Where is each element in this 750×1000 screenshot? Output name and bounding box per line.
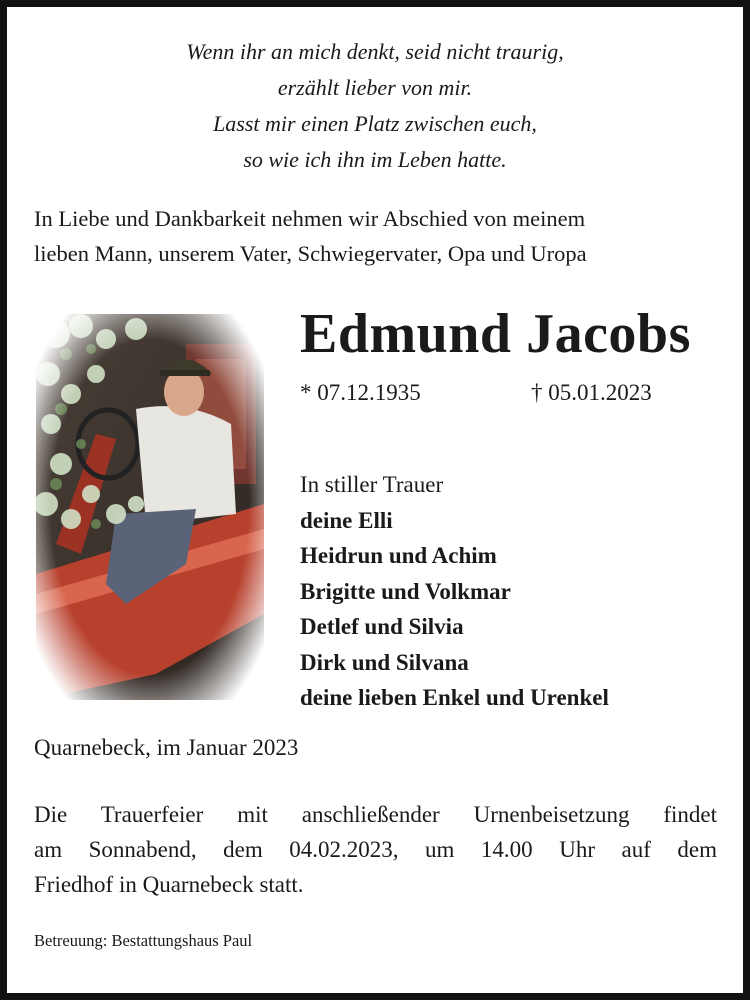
poem-line: erzählt lieber von mir.: [277, 75, 473, 100]
portrait-photo: [36, 314, 264, 700]
mourners-list: [300, 467, 730, 716]
mourner-name: Dirk und Silvana: [300, 649, 469, 675]
intro-line: lieben Mann, unserem Vater, Schwiegervater, Opa und Uropa: [34, 241, 587, 266]
poem-line: Lasst mir einen Platz zwischen euch,: [213, 111, 537, 136]
poem-line: Wenn ihr an mich denkt, seid nicht traurig,: [186, 39, 564, 64]
deceased-name: Edmund Jacobs: [300, 303, 691, 365]
undertaker-credit: Betreuung: Bestattungshaus Paul: [34, 931, 253, 950]
poem-line: so wie ich ihn im Leben hatte.: [243, 147, 507, 172]
intro-line: In Liebe und Dankbarkeit nehmen wir Abschied von meinem: [34, 206, 586, 231]
service-line: am Sonnabend, dem 04.02.2023, um 14.00 Uhr auf dem: [34, 837, 717, 862]
mourner-name: deine lieben Enkel und Urenkel: [300, 685, 609, 710]
service-line: Friedhof in Quarnebeck statt.: [34, 872, 304, 897]
death-date: † 05.01.2023: [531, 380, 652, 405]
mourner-name: deine Elli: [300, 507, 393, 533]
funeral-service-info: [34, 797, 717, 902]
mourner-name: Heidrun und Achim: [300, 543, 497, 568]
mourner-name: Detlef und Silvia: [300, 614, 464, 639]
place-and-date: Quarnebeck, im Januar 2023: [34, 735, 299, 760]
mourner-name: Brigitte und Volkmar: [300, 578, 511, 604]
poem: [40, 34, 710, 178]
farewell-intro: [34, 201, 724, 271]
service-line: Die Trauerfeier mit anschließender Urnenbeisetzung findet: [34, 802, 717, 827]
mourners-lead: In stiller Trauer: [300, 472, 444, 497]
birth-date: * 07.12.1935: [300, 380, 421, 405]
